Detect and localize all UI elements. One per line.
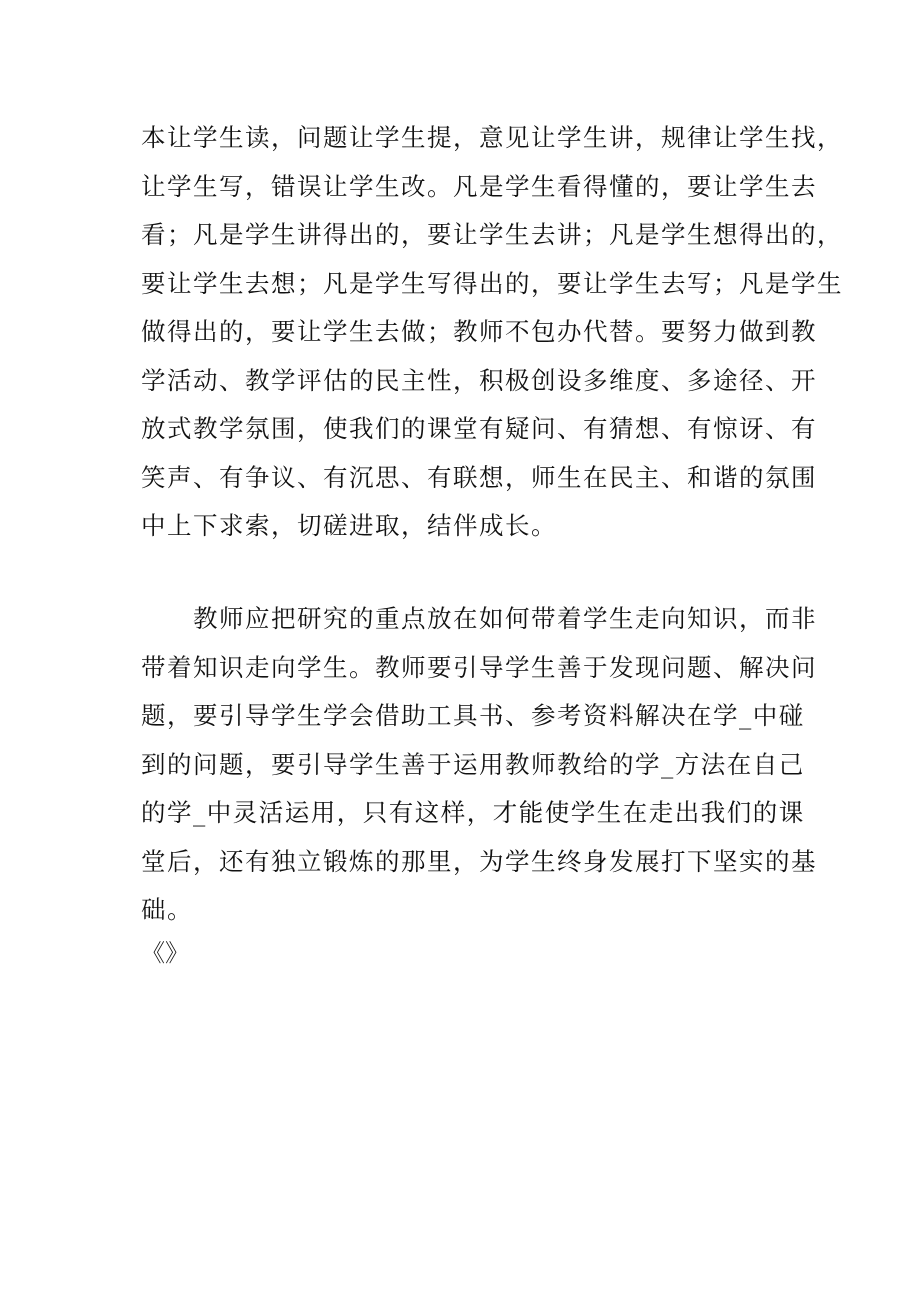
text-line: 看；凡是学生讲得出的，要让学生去讲；凡是学生想得出的， — [141, 220, 843, 249]
text-line: 放式教学氛围，使我们的课堂有疑问、有猜想、有惊讶、有 — [141, 414, 817, 443]
text-line: 中上下求索，切磋进取，结伴成长。 — [141, 511, 557, 540]
text-line: 教师应把研究的重点放在如何带着学生走向知识，而非 — [141, 604, 817, 633]
body-paragraph-2 — [141, 595, 817, 935]
text-line: 题，要引导学生学会借助工具书、参考资料解决在学_中碰 — [141, 701, 805, 730]
empty-title-brackets: 《》 — [141, 939, 189, 967]
text-line: 让学生写，错误让学生改。凡是学生看得懂的，要让学生去 — [141, 171, 817, 201]
text-line: 础。 — [141, 895, 193, 924]
text-line: 学活动、教学评估的民主性，积极创设多维度、多途径、开 — [141, 365, 817, 395]
text-line: 堂后，还有独立锻炼的那里，为学生终身发展打下坚实的基 — [141, 846, 817, 876]
text-line: 带着知识走向学生。教师要引导学生善于发现问题、解决问 — [141, 652, 817, 682]
text-line: 到的问题，要引导学生善于运用教师教给的学_方法在自己 — [141, 749, 805, 779]
body-paragraph-1 — [141, 114, 843, 551]
text-line: 做得出的，要让学生去做；教师不包办代替。要努力做到教 — [141, 317, 817, 346]
text-line: 笑声、有争议、有沉思、有联想，师生在民主、和谐的氛围 — [141, 462, 817, 492]
text-line: 本让学生读，问题让学生提，意见让学生讲，规律让学生找， — [141, 123, 843, 152]
text-line: 的学_中灵活运用，只有这样，才能使学生在走出我们的课 — [141, 798, 805, 827]
text-line: 要让学生去想；凡是学生写得出的，要让学生去写；凡是学生 — [141, 268, 843, 298]
